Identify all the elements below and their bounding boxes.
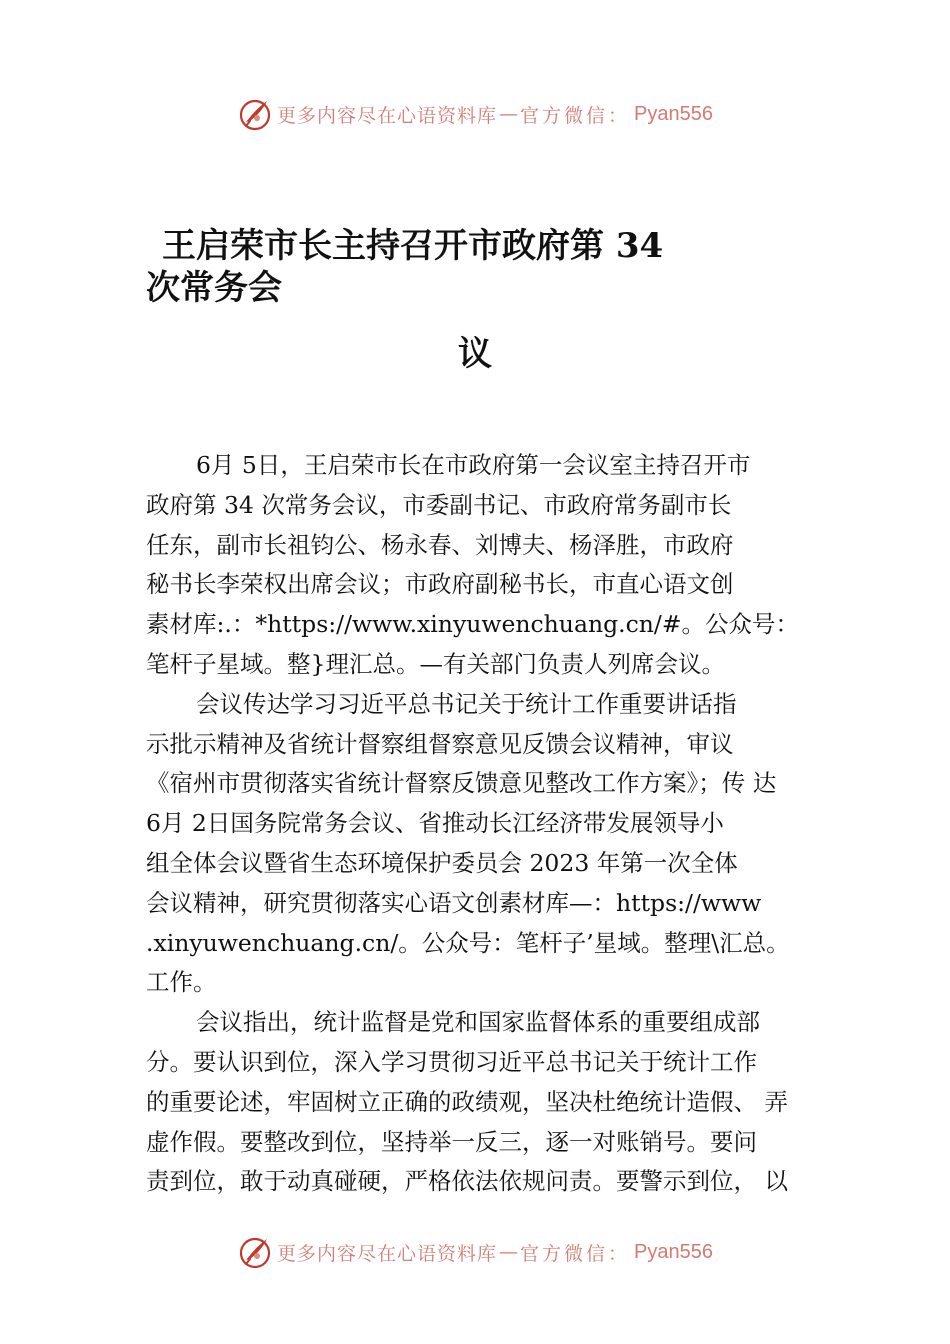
- body-line: 会议指出，统计监督是党和国家监督体系的重要组成部: [196, 1008, 760, 1037]
- body-line: 6月 5日，王启荣市长在市政府第一会议室主持召开市: [196, 451, 751, 479]
- document-title-line-1: 王启荣市长主持召开市政府第 34: [162, 226, 664, 266]
- header-banner[interactable]: [0, 94, 950, 134]
- body-line: 政府第 34 次常务会议，市委副书记、市政府常务副市长: [146, 490, 732, 519]
- document-title-line-3: 议: [458, 334, 492, 374]
- banner-text: 更多内容尽在心语资料库: [277, 104, 498, 127]
- banner-separator: —: [499, 103, 519, 125]
- body-line: 6月 2日国务院常务会议、省推动长江经济带发展领导小: [146, 809, 724, 838]
- body-line: 的重要论述，牢固树立正确的政绩观，坚决杜绝统计造假、 弄: [146, 1087, 788, 1116]
- body-line: 示批示精神及省统计督察组督察意见反馈会议精神，审议: [146, 729, 734, 758]
- document-title-line-2: 次常务会: [146, 268, 282, 308]
- banner-wechat-label: 官方微信：: [520, 1242, 631, 1265]
- body-line: .xinyuwenchuang.cn/。公众号：笔杆子’星域。整理\汇总。: [146, 928, 790, 957]
- body-line: 会议传达学习习近平总书记关于统计工作重要讲话指: [196, 689, 737, 718]
- banner-account: Pyan556: [634, 102, 713, 125]
- body-line: 分。要认识到位，深入学习贯彻习近平总书记关于统计工作: [146, 1047, 757, 1076]
- quill-pen-logo-icon: [237, 1234, 273, 1270]
- document-body: [146, 446, 826, 1202]
- body-line: 责到位，敢于动真碰硬，严格依法依规问责。要警示到位， 以: [146, 1167, 788, 1196]
- body-line: 秘书长李荣权出席会议；市政府副秘书长，市直心语文创: [146, 570, 734, 599]
- body-line: 会议精神，研究贯彻落实心语文创素材库—：https://www: [146, 888, 762, 917]
- banner-separator: —: [499, 1241, 519, 1263]
- banner-text: 更多内容尽在心语资料库: [277, 1242, 498, 1265]
- body-line: 虚作假。要整改到位，坚持举一反三，逐一对账销号。要问: [146, 1127, 757, 1156]
- body-line: 工作。: [146, 968, 217, 997]
- banner-account: Pyan556: [634, 1240, 713, 1263]
- banner-wechat-label: 官方微信：: [520, 104, 631, 127]
- body-line: 《宿州市贯彻落实省统计督察反馈意见整改工作方案》；传 达: [146, 769, 777, 798]
- footer-banner[interactable]: [0, 1232, 950, 1272]
- body-line: 笔杆子星域。整}理汇总。—有关部门负责人列席会议。: [146, 649, 725, 678]
- body-line: 素材库:.：*https://www.xinyuwenchuang.cn/#。公众号：: [146, 610, 800, 639]
- body-line: 组全体会议暨省生态环境保护委员会 2023 年第一次全体: [146, 848, 738, 877]
- body-line: 任东，副市长祖钧公、杨永春、刘博夫、杨泽胜，市政府: [146, 530, 734, 559]
- quill-pen-logo-icon: [237, 96, 273, 132]
